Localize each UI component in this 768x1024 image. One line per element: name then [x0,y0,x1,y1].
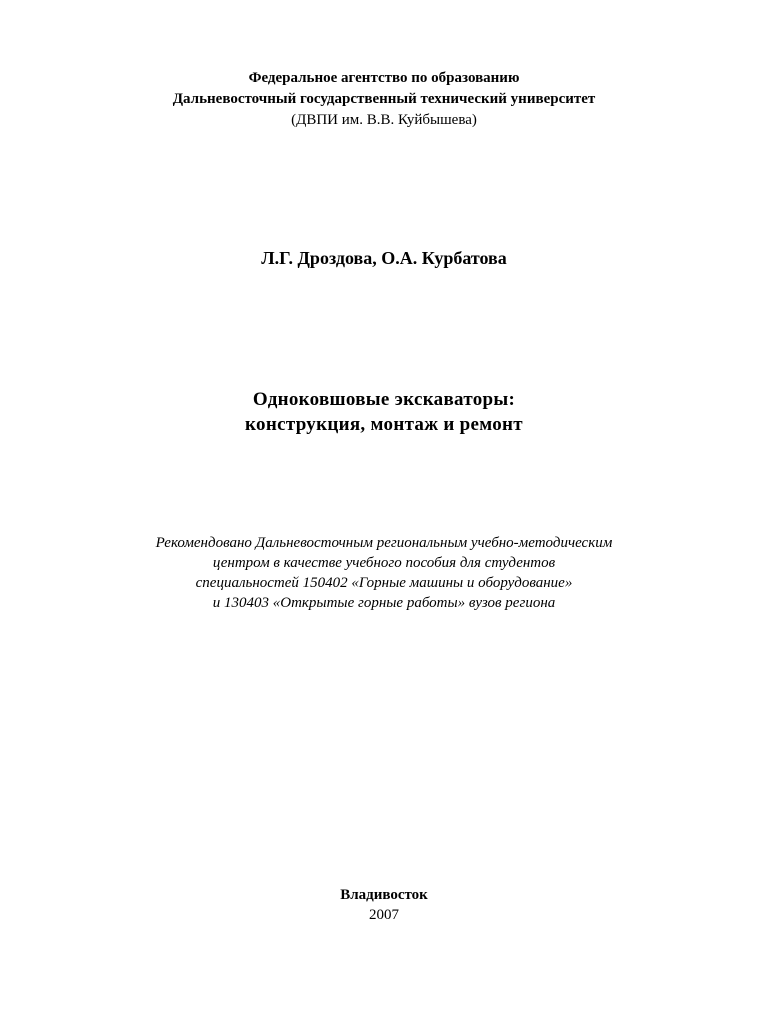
book-title-line-2: конструкция, монтаж и ремонт [245,414,523,435]
recommendation-line-2: центром в качестве учебного пособия для студентов [212,555,556,571]
recommendation-line-4: и 130403 «Открытые горные работы» вузов региона [212,595,556,611]
university-name: Дальневосточный государственный технический университет [172,91,596,107]
publication-year: 2007 [369,907,399,923]
institution-header [0,68,768,131]
authors [0,246,768,270]
recommendation-line-1: Рекомендовано Дальневосточным региональным учебно-методическим [155,535,613,551]
recommendation-note [0,533,768,613]
university-abbreviation: (ДВПИ им. В.В. Куйбышева) [291,112,477,128]
publication-city: Владивосток [340,887,428,903]
authors-names: Л.Г. Дроздова, О.А. Курбатова [261,248,507,268]
book-title-line-1: Одноковшовые экскаваторы: [252,389,516,410]
book-title [0,387,768,437]
imprint [0,885,768,925]
recommendation-line-3: специальностей 150402 «Горные машины и оборудование» [195,575,573,591]
agency-name: Федеральное агентство по образованию [248,70,520,86]
